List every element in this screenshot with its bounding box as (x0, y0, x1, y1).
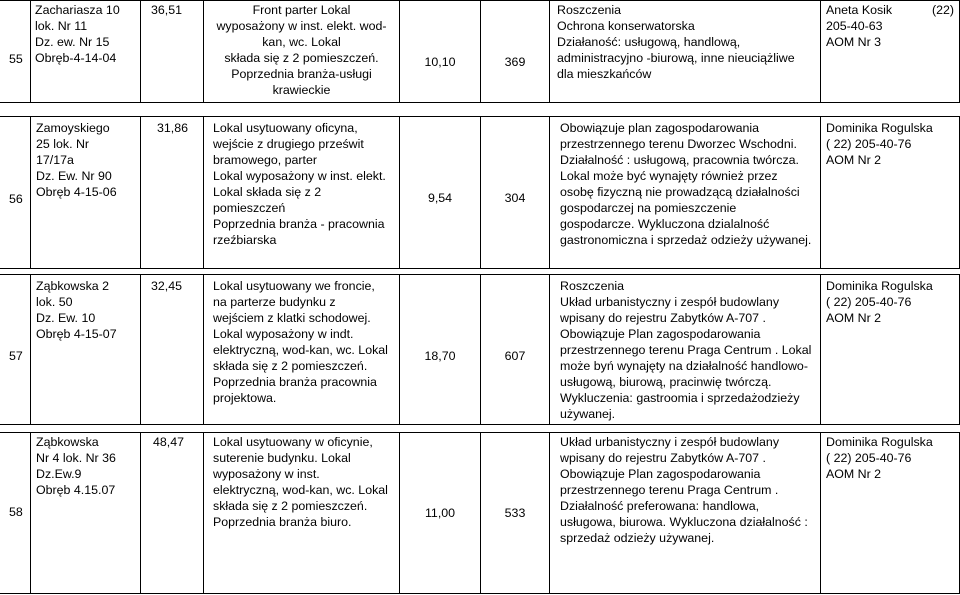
notes-line: Roszczenia (557, 3, 622, 17)
notes-line: sprzedaż odzieży używanej. (560, 531, 715, 545)
area-value: 36,51 (151, 3, 183, 17)
description-line: pomieszczeń (213, 201, 286, 215)
grid-line (820, 0, 821, 102)
address-line: lok. Nr 11 (35, 19, 88, 33)
notes-line: administracyjno -biurową, inne nieuciążliwe (557, 51, 795, 65)
address-line: Obręb 4-15-07 (36, 327, 117, 341)
grid-line (30, 274, 31, 424)
grid-line (0, 593, 960, 594)
notes-line: gastronomiczna i sprzedaż odzieży używanej. (560, 233, 812, 247)
description-line: wejście z drugiego prześwit (213, 137, 364, 151)
address-line: Zamoyskiego (36, 121, 110, 135)
notes-line: Działaność: usługową, handlową, (557, 35, 741, 49)
grid-line (140, 0, 141, 102)
row-number: 58 (9, 505, 23, 519)
area-value: 31,86 (157, 121, 189, 135)
description-cell (213, 278, 388, 406)
address-line: 17/17a (36, 153, 74, 167)
notes-line: osobę fizyczną nie prowadzącą działalności (560, 185, 800, 199)
grid-line (0, 268, 960, 269)
description-line: Lokal wyposażony w inst. elekt. (213, 169, 386, 183)
description-line: Poprzednia branża pracownia (213, 375, 377, 389)
area-value: 48,47 (153, 435, 185, 449)
grid-line (30, 432, 31, 593)
contact-cell (826, 120, 933, 168)
address-line: Dz. Ew. 10 (36, 311, 96, 325)
notes-line: może byń wynajęty na działalność handlowo- (560, 359, 808, 373)
notes-line: przestrzennego terenu Dworzec Wschodni. (560, 137, 797, 151)
notes-line: Wykluczenia: gastroomia i sprzedażodzieży (560, 391, 800, 405)
description-line: kan, wc. Lokal (262, 35, 341, 49)
description-line: suterenie budynku. Lokal (213, 451, 351, 465)
notes-line: Roszczenia (560, 279, 625, 293)
grid-line (0, 102, 960, 103)
address-line: Dz.Ew.9 (36, 467, 82, 481)
grid-line (399, 0, 400, 102)
notes-line: Obowiązuje Plan zagospodarowania (560, 327, 761, 341)
notes-line: przestrzennego terenu Praga Centrum . (560, 483, 779, 497)
description-line: projektowa. (213, 391, 277, 405)
notes-line: gospodarczej na pomieszczenie (560, 201, 737, 215)
contact-cell (826, 2, 892, 50)
description-line: wyposażony w inst. (213, 467, 320, 481)
notes-line: Obowiązuje plan zagospodarowania (560, 121, 760, 135)
description-line: elektryczną, wod-kan, wc. Lokal (213, 343, 388, 357)
grid-line (820, 116, 821, 268)
address-line: Ząbkowska (36, 435, 99, 449)
description-line: składa się z 2 pomieszczeń. (213, 499, 368, 513)
description-line: Poprzednia branża - pracownia (213, 217, 385, 231)
notes-cell (560, 434, 808, 546)
description-line: elektryczną, wod-kan, wc. Lokal (213, 483, 388, 497)
contact-line: Dominika Rogulska (826, 435, 933, 449)
notes-line: używanej. (560, 407, 616, 421)
description-line: Poprzednia branża-usługi (231, 67, 372, 81)
rate-value: 10,10 (424, 55, 456, 69)
contact-line: AOM Nr 3 (826, 35, 882, 49)
notes-line: Działalność preferowana: handlowa, (560, 499, 760, 513)
notes-cell (557, 2, 795, 82)
notes-line: Układ urbanistyczny i zespół budowlany (560, 295, 780, 309)
address-line: Dz. Ew. Nr 90 (36, 169, 112, 183)
description-line: krawieckie (272, 83, 331, 97)
address-cell (36, 278, 117, 342)
notes-line: dla mieszkańców (557, 67, 652, 81)
description-line: Lokal usytuowany we froncie, (213, 279, 375, 293)
contact-line: ( 22) 205-40-76 (826, 137, 912, 151)
contact-line: AOM Nr 2 (826, 311, 882, 325)
description-line: wyposażony w inst. elekt. wod- (216, 19, 387, 33)
grid-line (549, 0, 550, 102)
address-line: Obręb 4-15-06 (36, 185, 117, 199)
grid-line (140, 274, 141, 424)
address-line: lok. 50 (36, 295, 73, 309)
grid-line (549, 274, 550, 424)
grid-line (820, 274, 821, 424)
row-number: 56 (9, 192, 23, 206)
contact-line: ( 22) 205-40-76 (826, 451, 912, 465)
rent-value: 607 (504, 349, 526, 363)
description-line: Front parter Lokal (252, 3, 351, 17)
contact-line: AOM Nr 2 (826, 467, 882, 481)
contact-line: ( 22) 205-40-76 (826, 295, 912, 309)
contact-cell (826, 434, 933, 482)
area-value: 32,45 (151, 279, 183, 293)
notes-line: Ochrona konserwatorska (557, 19, 695, 33)
grid-line (203, 432, 204, 593)
description-line: Lokal składa się z 2 (213, 185, 322, 199)
grid-line (140, 432, 141, 593)
rate-value: 9,54 (427, 191, 453, 205)
contact-area-code: (22) (932, 3, 955, 17)
contact-line: AOM Nr 2 (826, 153, 882, 167)
contact-line: Aneta Kosik (826, 3, 893, 17)
address-line: Obręb 4.15.07 (36, 483, 116, 497)
description-line: Lokal wyposażony w indt. (213, 327, 354, 341)
grid-line (30, 0, 31, 102)
rent-value: 533 (504, 506, 526, 520)
notes-line: wpisany do rejestru Zabytków A-707 . (560, 451, 766, 465)
address-line: 25 lok. Nr (36, 137, 90, 151)
address-line: Ząbkowska 2 (36, 279, 110, 293)
address-line: Dz. ew. Nr 15 (35, 35, 110, 49)
description-cell (204, 2, 399, 98)
grid-line (549, 116, 550, 268)
rate-value: 11,00 (424, 506, 456, 520)
address-line: Nr 4 lok. Nr 36 (36, 451, 116, 465)
grid-line (203, 116, 204, 268)
rate-value: 18,70 (424, 349, 456, 363)
grid-line (480, 0, 481, 102)
description-cell (213, 120, 386, 248)
contact-line: Dominika Rogulska (826, 121, 933, 135)
address-line: Zachariasza 10 (35, 3, 120, 17)
grid-line (549, 432, 550, 593)
rent-value: 304 (504, 191, 526, 205)
grid-line (30, 116, 31, 268)
notes-line: usługową, biurową, pracinwię twórczą. (560, 375, 772, 389)
address-cell (36, 434, 116, 498)
address-cell (36, 120, 117, 200)
notes-line: przestrzennego terenu Praga Centrum . Lokal (560, 343, 812, 357)
row-number: 57 (9, 349, 23, 363)
description-line: rzeźbiarska (213, 233, 277, 247)
description-cell (213, 434, 388, 530)
notes-line: Układ urbanistyczny i zespół budowlany (560, 435, 780, 449)
description-line: bramowego, parter (213, 153, 317, 167)
contact-cell (826, 278, 933, 326)
rent-value: 369 (504, 55, 526, 69)
grid-line (203, 274, 204, 424)
contact-line: 205-40-63 (826, 19, 883, 33)
description-line: na parterze budynku z (213, 295, 336, 309)
notes-line: Lokal może być wynajęty również przez (560, 169, 778, 183)
description-line: Lokal usytuowany w oficynie, (213, 435, 373, 449)
description-line: wejściem z klatki schodowej. (213, 311, 371, 325)
notes-cell (560, 120, 811, 248)
description-line: Lokal usytuowany oficyna, (213, 121, 358, 135)
grid-line (140, 116, 141, 268)
notes-line: Działalność : usługową, pracownia twórcza. (560, 153, 799, 167)
description-line: składa się z 2 pomieszczeń. (213, 359, 368, 373)
notes-line: Obowiązuje Plan zagospodarowania (560, 467, 761, 481)
row-number: 55 (9, 52, 23, 66)
notes-line: usługowa, biurowa. Wykluczona działalność : (560, 515, 808, 529)
notes-cell (560, 278, 811, 422)
address-line: Obręb-4-14-04 (35, 51, 117, 65)
grid-line (0, 424, 960, 425)
description-line: składa się z 2 pomieszczeń. (224, 51, 379, 65)
contact-line: Dominika Rogulska (826, 279, 933, 293)
address-cell (35, 2, 120, 66)
notes-line: wpisany do rejestru Zabytków A-707 . (560, 311, 766, 325)
description-line: Poprzednia branża biuro. (213, 515, 352, 529)
grid-line (820, 432, 821, 593)
notes-line: gospodarcze. Wykluczona dzialalność (560, 217, 770, 231)
